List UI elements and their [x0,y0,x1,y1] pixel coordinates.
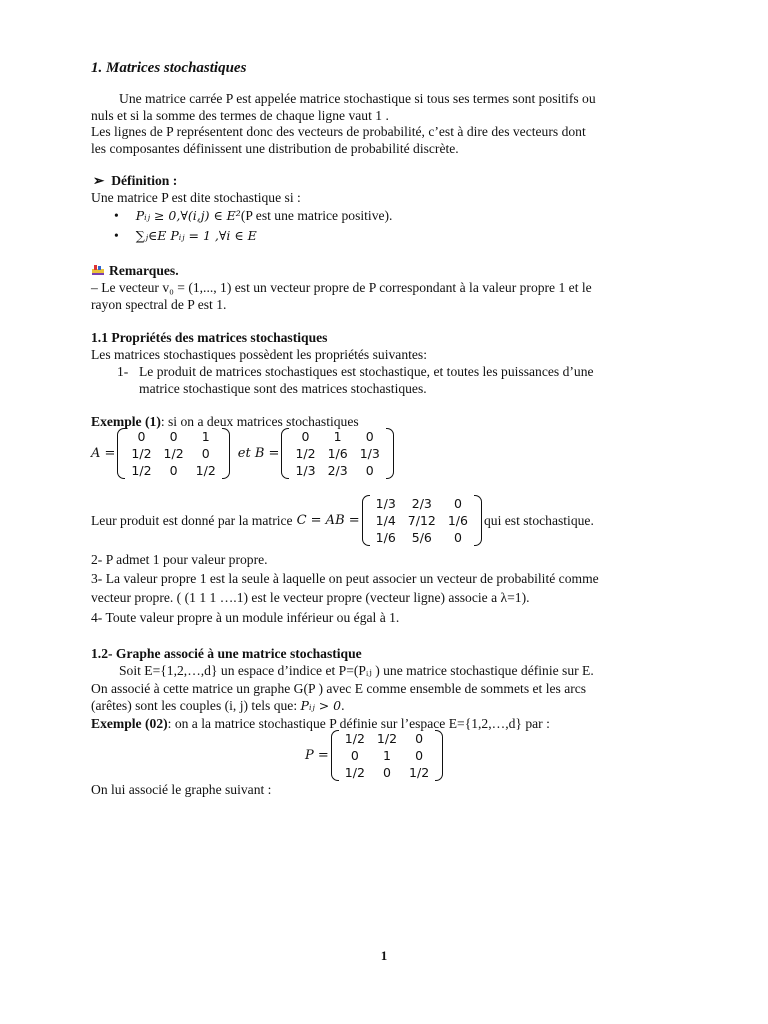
matrix-cell: 2/3 [411,496,432,511]
subsection-title: 1.2- Graphe associé à une matrice stochastique [91,646,362,661]
matrix-label: A = [91,446,116,461]
matrix-cell: 0 [365,429,374,444]
matrix-row [339,747,435,764]
page-number: 1 [380,948,388,963]
matrix-cell: 1/3 [375,496,396,511]
matrix-cell: 0 [201,446,210,461]
matrix-row [339,730,435,747]
paragraph-line: les composantes définissent une distribution de probabilité discrète. [91,141,459,156]
matrix-cell: 1/2 [344,765,365,780]
matrix-C-table [370,495,474,546]
list-item-text: 4- Toute valeur propre à un module inférieur ou égal à 1. [91,610,400,625]
paragraph-line: Une matrice carrée P est appelée matrice stochastique si tous ses termes sont positifs ou [119,91,596,106]
paragraph-line: Soit E={1,2,…,d} un espace d’indice et P=(Pᵢⱼ ) une matrice stochastique définie sur E. [119,663,594,678]
bullet-icon: • [114,208,119,223]
matrix-row [370,529,474,546]
matrix-cell: 0 [169,429,178,444]
matrix-equation-C [91,495,594,546]
paragraph-line: On lui associé le graphe suivant : [91,782,272,797]
paragraph-line: nuls et si la somme des termes de chaque ligne vaut 1 . [91,108,389,123]
example-text: : si on a deux matrices stochastiques [160,414,359,429]
definition-text: Une matrice P est dite stochastique si : [91,190,301,205]
arrow-bullet-icon: ➢ [93,173,105,188]
paragraph-line: Les lignes de P représentent donc des vecteurs de probabilité, c’est à dire des vecteurs dont [91,124,586,139]
matrix-row [289,428,385,445]
matrix-cell: 0 [453,496,462,511]
matrix-row [125,462,221,479]
matrix-cell: 0 [137,429,146,444]
list-item-number: 1- [117,364,129,379]
matrix-cell: 1/3 [359,446,380,461]
definition-heading [93,172,177,189]
note-icon [91,263,105,275]
matrix-equation-AB [91,428,396,479]
math-formula: Pᵢⱼ ≥ 0,∀(i,j) ∈ E² [135,208,241,223]
matrix-row [289,462,385,479]
remarks-title: Remarques. [109,263,179,278]
paragraph-line: Les matrices stochastiques possèdent les propriétés suivantes: [91,347,427,362]
definition-title: Définition : [111,173,178,188]
matrix-cell: 1/2 [131,446,152,461]
paragraph-line: On associé à cette matrice un graphe G(P ) avec E comme ensemble de sommets et les arcs [91,681,587,696]
matrix-label: C = AB = [296,513,360,528]
matrix-cell: 0 [453,530,462,545]
example-text: : on a la matrice stochastique P définie sur l’espace E={1,2,…,d} par : [167,716,550,731]
bullet-icon: • [114,228,119,243]
matrix-P-table [339,730,435,781]
matrix-row [289,445,385,462]
list-item-text: Le produit de matrices stochastiques est stochastique, et toutes les puissances d’une [139,364,594,379]
matrix-row [125,445,221,462]
matrix-cell: 1/2 [409,765,430,780]
matrix-B [281,428,393,479]
matrix-cell: 1/6 [375,530,396,545]
math-formula: ∑ⱼ∈E Pᵢⱼ = 1 ,∀i ∈ E [135,228,257,243]
list-item-text: matrice stochastique sont des matrices stochastiques. [139,381,427,396]
matrix-cell: 1/2 [295,446,316,461]
matrix-C [362,495,482,546]
matrix-cell: 7/12 [407,513,436,528]
matrix-cell: 1/6 [447,513,468,528]
matrix-cell: 1/2 [344,731,365,746]
matrix-A [117,428,229,479]
matrix-cell: 5/6 [411,530,432,545]
paragraph-line: rayon spectral de P est 1. [91,297,227,312]
matrix-label: et B = [237,446,280,461]
math-formula: Pᵢⱼ > 0 [300,698,342,713]
matrix-cell: 0 [415,731,424,746]
paragraph-line: – Le vecteur v₀ = (1,..., 1) est un vecteur propre de P correspondant à la valeur propre 1 et le [91,280,592,295]
example-label: Exemple (02) [91,716,168,731]
section-title: 1. Matrices stochastiques [91,60,247,76]
matrix-cell: 1 [382,748,391,763]
paragraph-line [91,697,345,714]
matrix-row [125,428,221,445]
matrix-cell: 1/4 [375,513,396,528]
matrix-cell: 1/2 [163,446,184,461]
matrix-cell: 1/2 [376,731,398,746]
matrix-cell: 0 [382,765,391,780]
matrix-equation-P [305,730,445,781]
example-label: Exemple (1) [91,414,161,429]
punctuation: . [341,698,345,713]
list-item-text: vecteur propre. ( (1 1 1 ….1) est le vecteur propre (vecteur ligne) associe a λ=1). [91,590,530,605]
bullet-item [114,207,392,224]
matrix-cell: 0 [415,748,424,763]
matrix-B-table [289,428,385,479]
bullet-text: (P est une matrice positive). [240,208,393,223]
matrix-cell: 0 [301,429,310,444]
list-item-text: 2- P admet 1 pour valeur propre. [91,552,268,567]
matrix-row [339,764,435,781]
bullet-item [114,227,257,244]
matrix-row [370,495,474,512]
matrix-A-table [125,428,221,479]
paragraph-text: (arêtes) sont les couples (i, j) tels que: [91,698,298,713]
matrix-row [370,512,474,529]
matrix-cell: 0 [169,463,178,478]
matrix-cell: 0 [350,748,359,763]
matrix-cell: 1/2 [131,463,152,478]
matrix-cell: 1 [201,429,210,444]
list-item-text: 3- La valeur propre 1 est la seule à laquelle on peut associer un vecteur de probabilité comme [91,571,599,586]
matrix-cell: 1/3 [295,463,316,478]
matrix-cell: 2/3 [327,463,348,478]
matrix-cell: 0 [365,463,374,478]
product-text: Leur produit est donné par la matrice [91,512,293,528]
matrix-P [331,730,443,781]
product-suffix: qui est stochastique. [483,512,594,528]
matrix-cell: 1/2 [195,463,216,478]
matrix-cell: 1 [333,429,342,444]
subsection-title: 1.1 Propriétés des matrices stochastiques [91,330,328,345]
matrix-cell: 1/6 [327,446,348,461]
matrix-label: P = [305,748,329,763]
remarks-heading [91,262,179,279]
